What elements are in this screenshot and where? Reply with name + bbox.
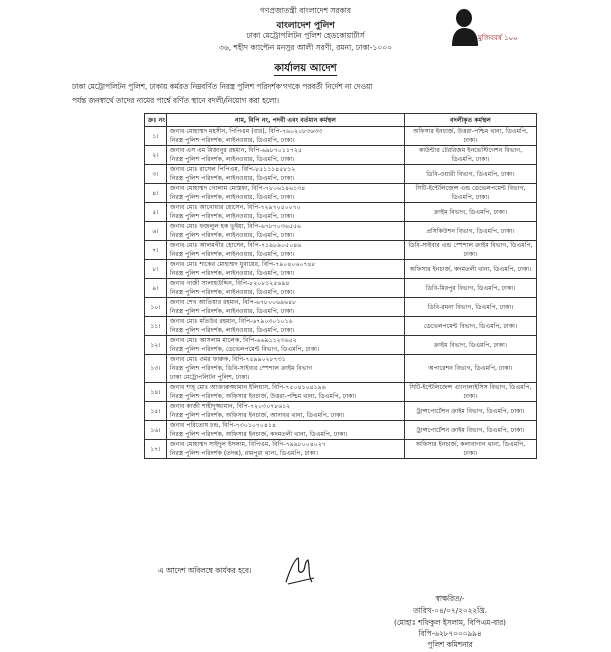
row-posting: ডিবি-সাইবার এন্ড স্পেশাল ক্রাইম বিভাগ, ডিএমপি, ঢাকা। xyxy=(405,241,537,260)
table-row xyxy=(145,127,537,146)
row-name-cell xyxy=(167,241,405,260)
row-name-line: জনাব মোঃ রাসেল পিপিএম, বিপি-৮৫১১১৪৫৮১২ xyxy=(170,166,296,173)
row-name-line: নিরস্ত্র পুলিশ পরিদর্শক, লাইনওয়ার, ডিএমপি, ঢাকা। xyxy=(170,270,295,277)
row-serial: ১০। xyxy=(145,298,167,317)
row-serial: ৩। xyxy=(145,165,167,184)
order-title xyxy=(0,61,611,78)
transfer-table xyxy=(144,113,537,459)
row-name-line: নিরস্ত্র পুলিশ পরিদর্শক, অফিসার ইনচার্জ, আদাবর থানা, ডিএমপি, ঢাকা। xyxy=(170,412,345,419)
signed-date: তারিখ-০৪/০৭/২০২২খ্রি. xyxy=(413,606,487,615)
table-row xyxy=(145,383,537,402)
row-name-line: নিরস্ত্র পুলিশ পরিদর্শক, লাইনওয়ার, ডিএমপি, ঢাকা। xyxy=(170,194,295,201)
row-name-line: নিরস্ত্র পুলিশ পরিদর্শক, লাইনওয়ার, ডিএমপি, ঢাকা। xyxy=(170,327,295,334)
table-row xyxy=(145,279,537,298)
signatory-name: (মোহাঃ শফিকুল ইসলাম, বিপিএম-বার) xyxy=(393,618,507,627)
row-posting: সিটি-ইন্টেলিজেন্স এ্যানালাইসিস বিভাগ, ডিএমপি, ঢাকা। xyxy=(405,383,537,402)
row-serial: ৯। xyxy=(145,279,167,298)
intro-line-2: পর্যন্ত জনস্বার্থে তাদের নামের পার্শ্বে বর্ণিত স্থানে বদলী/নিয়োগ করা হলো। xyxy=(72,96,280,105)
header-address: ৩৬, শহীদ ক্যাপ্টেন মনসুর আলী সরণী, রমনা, ঢাকা-১০০০ xyxy=(219,43,392,52)
table-row xyxy=(145,317,537,336)
row-name-line: নিরস্ত্র পুলিশ পরিদর্শক, লাইনওয়ার, ডিএমপি, ঢাকা। xyxy=(170,213,295,220)
row-name-cell xyxy=(167,317,405,336)
row-name-line: নিরস্ত্র পুলিশ পরিদর্শক, ডেভেলপমেন্ট বিভাগ, ডিএমপি, ঢাকা। xyxy=(170,346,320,353)
row-serial: ৭। xyxy=(145,241,167,260)
row-name-line: নিরস্ত্র পুলিশ পরিদর্শক, অফিসার ইনচার্জ, উত্তরা-পশ্চিম থানা, ডিএমপি, ঢাকা। xyxy=(170,393,357,400)
row-posting: প্রসিকিউশন বিভাগ, ডিএমপি, ঢাকা। xyxy=(405,222,537,241)
row-name-line: নিরস্ত্র পুলিশ পরিদর্শক, লাইনওয়ার, ডিএমপি, ঢাকা। xyxy=(170,175,295,182)
row-name-cell xyxy=(167,355,405,383)
row-name-line: নিরস্ত্র পুলিশ পরিদর্শক (তদন্ত), রামপুরা থানা, ডিএমপি, ঢাকা। xyxy=(170,450,319,457)
row-name-line: নিরস্ত্র পুলিশ পরিদর্শক, লাইনওয়ার, ডিএমপি, ঢাকা। xyxy=(170,308,295,315)
row-name-cell xyxy=(167,383,405,402)
table-row xyxy=(145,222,537,241)
table-header-row xyxy=(145,114,537,127)
row-name-line: জনাব মোঃ আনোয়ার হোসেন, বিপি-৭২৯৭০৫০০৭০ xyxy=(170,204,301,211)
order-title-text: কার্যালয় আদেশ xyxy=(274,63,337,74)
row-posting: সিটি-ইন্টেলিজেন্স এন্ড ডেভেলপমেন্ট বিভাগ, ডিএমপি, ঢাকা। xyxy=(405,184,537,203)
row-name-cell xyxy=(167,203,405,222)
row-name-line: জনাব মোঃ ফজলুল হক ভুইয়া, বিপি-৬৭৮৭০৩৬৫৫৬ xyxy=(170,223,302,230)
row-name-cell xyxy=(167,165,405,184)
row-name-line: জনাব মোঃ আলমগীর হোসেন, বিপি-৭১৯৮৯০৫০৪৬ xyxy=(170,242,302,249)
row-name-cell xyxy=(167,260,405,279)
intro-line-1: ঢাকা মেট্রোপলিটন পুলিশ, ঢাকায় কর্মরত নিম্নবর্ণিত নিরস্ত্র পুলিশ পরিদর্শক'গণকে পরবর্তী নির্দেশ না দেওয়া xyxy=(72,82,373,91)
table-row xyxy=(145,440,537,459)
row-name-cell xyxy=(167,146,405,165)
header-police: বাংলাদেশ পুলিশ xyxy=(276,21,335,31)
row-name-line: জনাব মোঃ শাকের মোহাম্মদ যুবায়ের, বিপি-৭৯০৪০৬০৭৪৮ xyxy=(170,261,316,268)
row-name-line: নিরস্ত্র পুলিশ পরিদর্শক, লাইনওয়ার, ডিএমপি, ঢাকা। xyxy=(170,137,295,144)
row-name-line: জনাব কাজী শাহীদুজ্জামান, বিপি-৭২০৩০৭৮৬১২ xyxy=(170,403,291,410)
row-name-line: জনাব মোঃ ওমর ফারুক, বিপি-৭৫৯৯০২৮৭৩১ xyxy=(170,356,286,363)
row-name-cell xyxy=(167,279,405,298)
effective-note: এ আদেশ অবিলম্বে কার্যকর হবে। xyxy=(158,566,252,575)
row-name-line: জনাব মোঃ আসলাম মালেক, বিপি-৬৬৯১১২৩৬৫২ xyxy=(170,337,297,344)
table-row xyxy=(145,402,537,421)
row-posting: ট্রান্সপোর্টেশন ক্রাইম বিভাগ, ডিএমপি, ঢাকা। xyxy=(405,402,537,421)
row-name-line: জনাব মোঃ মতিউর রহমান, বিপি-৬৭৯০৩০১০১৬ xyxy=(170,318,293,325)
row-name-cell xyxy=(167,127,405,146)
table-row xyxy=(145,421,537,440)
row-posting: ডিবি-ওয়ারী বিভাগ, ডিএমপি, ঢাকা। xyxy=(405,165,537,184)
row-name-line: জনাব মোহাম্মদ মহসীন, পিপিএম (বার), বিপি-৭৬০২০৮৩৬৩৩ xyxy=(170,128,323,135)
table-row xyxy=(145,298,537,317)
row-name-line: নিরস্ত্র পুলিশ পরিদর্শক, লাইনওয়ার, ডিএমপি, ঢাকা। xyxy=(170,232,295,239)
mujib-borsho-logo xyxy=(446,6,518,50)
row-name-line: জনাব পরিতোষ চন্দ্র, বিপি-৭৩০১০৭০৪১৪ xyxy=(170,422,277,429)
row-serial: ১৬। xyxy=(145,421,167,440)
row-serial: ৫। xyxy=(145,203,167,222)
row-name-line: জনাব মোহাম্মদ সাইদুল ইসলাম, বিপিএম, বিপি-৭৯৯৮০০৪০২৭ xyxy=(170,441,326,448)
row-posting: ট্রান্সপোর্টেশন ক্রাইম বিভাগ, ডিএমপি, ঢাকা। xyxy=(405,421,537,440)
row-posting: অফিসার ইনচার্জ, কলাবাগান থানা, ডিএমপি, ঢাকা। xyxy=(405,440,537,459)
row-posting: ডেভেলপমেন্ট বিভাগ, ডিএমপি, ঢাকা। xyxy=(405,317,537,336)
row-posting: অফিসার ইনচার্জ, উত্তরা-পশ্চিম থানা, ডিএমপি, ঢাকা। xyxy=(405,127,537,146)
row-name-line: নিরস্ত্র পুলিশ পরিদর্শক, লাইনওয়ার, ডিএমপি, ঢাকা। xyxy=(170,289,295,296)
row-serial: ১। xyxy=(145,127,167,146)
row-serial: ১২। xyxy=(145,336,167,355)
table-row xyxy=(145,241,537,260)
row-posting: কাউন্টার টেররিজম ইনভেস্টিগেশন বিভাগ, ডিএমপি, ঢাকা। xyxy=(405,146,537,165)
row-name-line: জনাব শাহ্ মোঃ আক্তারুজ্জামান ইলিয়াস, বিপি-৭৫০৪১০৪১৯৬ xyxy=(170,384,326,391)
row-serial: ৮। xyxy=(145,260,167,279)
row-posting: ক্রাইম বিভাগ, ডিএমপি, ঢাকা। xyxy=(405,336,537,355)
row-serial: ৪। xyxy=(145,184,167,203)
row-posting: অফিসার ইনচার্জ, কদমতলী থানা, ডিএমপি, ঢাকা। xyxy=(405,260,537,279)
row-posting: অপারেশন বিভাগ, ডিএমপি, ঢাকা। xyxy=(405,355,537,383)
row-name-cell xyxy=(167,222,405,241)
row-name-cell xyxy=(167,184,405,203)
header-government: গণপ্রজাতন্ত্রী বাংলাদেশ সরকার xyxy=(259,6,352,15)
row-posting: ডিবি-মিরপুর বিভাগ, ডিএমপি, ঢাকা। xyxy=(405,279,537,298)
row-name-line: জনাব মোহাম্মদ গোলাম মোস্তফা, বিপি-৭৮০৬১৪৬১৩৪ xyxy=(170,185,306,192)
row-name-line: জনাব শেখ আতিয়ার রহমান, বিপি-৬৭৮০০৬৯৬৪৮ xyxy=(170,299,297,306)
signature-mark xyxy=(280,552,320,588)
row-serial: ১৩। xyxy=(145,355,167,383)
row-serial: ১৭। xyxy=(145,440,167,459)
row-name-line: জনাব গাজী সালাহউদ্দিন, বিপি-৮২০৮১২৫৬৯৪ xyxy=(170,280,290,287)
row-posting: ডিবি-রমনা বিভাগ, ডিএমপি, ঢাকা। xyxy=(405,298,537,317)
row-name-cell xyxy=(167,298,405,317)
row-posting: ক্রাইম বিভাগ, ডিএমপি, ঢাকা। xyxy=(405,203,537,222)
table-row xyxy=(145,355,537,383)
header-name: নাম, বিপি নং, পদবী এবং বর্তমান কর্মস্থল xyxy=(167,114,405,127)
row-name-line: নিরস্ত্র পুলিশ পরিদর্শক, লাইনওয়ার, ডিএমপি, ঢাকা। xyxy=(170,156,295,163)
intro-paragraph xyxy=(72,80,552,108)
row-serial: ৬। xyxy=(145,222,167,241)
row-name-line: ঢাকা মেট্রোপলিটন পুলিশ, ঢাকা। xyxy=(170,374,250,381)
signed-label: স্বাক্ষরিত/- xyxy=(435,594,465,603)
table-row xyxy=(145,165,537,184)
table-row xyxy=(145,260,537,279)
row-name-cell xyxy=(167,421,405,440)
row-name-line: নিরস্ত্র পুলিশ পরিদর্শক, ডিবি-সাইবার স্পেশাল ক্রাইম বিভাগ xyxy=(170,365,313,372)
row-serial: ২। xyxy=(145,146,167,165)
table-row xyxy=(145,184,537,203)
row-name-line: নিরস্ত্র পুলিশ পরিদর্শক, অফিসার ইনচার্জ, কদমতলী থানা, ডিএমপি, ঢাকা। xyxy=(170,431,348,438)
logo-text: মুজিববর্ষ ১০০ xyxy=(478,34,518,42)
header-posting: বদলীকৃত কর্মস্থল xyxy=(405,114,537,127)
row-serial: ১৪। xyxy=(145,383,167,402)
row-name-line: নিরস্ত্র পুলিশ পরিদর্শক, লাইনওয়ার, ডিএমপি, ঢাকা। xyxy=(170,251,295,258)
row-name-line: জনাব এস এম মিজানুর রহমান, বিপি-৬৯৮৭০১১৭২৫ xyxy=(170,147,303,154)
header-serial: ক্রঃ নং xyxy=(145,114,167,127)
row-name-cell xyxy=(167,336,405,355)
table-row xyxy=(145,203,537,222)
table-row xyxy=(145,336,537,355)
row-name-cell xyxy=(167,440,405,459)
row-serial: ১৫। xyxy=(145,402,167,421)
table-row xyxy=(145,146,537,165)
row-name-cell xyxy=(167,402,405,421)
row-serial: ১১। xyxy=(145,317,167,336)
signatory-title: পুলিশ কমিশনার xyxy=(427,640,473,649)
header-dmp-hq: ঢাকা মেট্রোপলিটন পুলিশ হেডকোয়ার্টার্স xyxy=(246,31,365,40)
signatory-bp: বিপি-৬২৮৭০০০৯৯৪ xyxy=(418,629,482,638)
